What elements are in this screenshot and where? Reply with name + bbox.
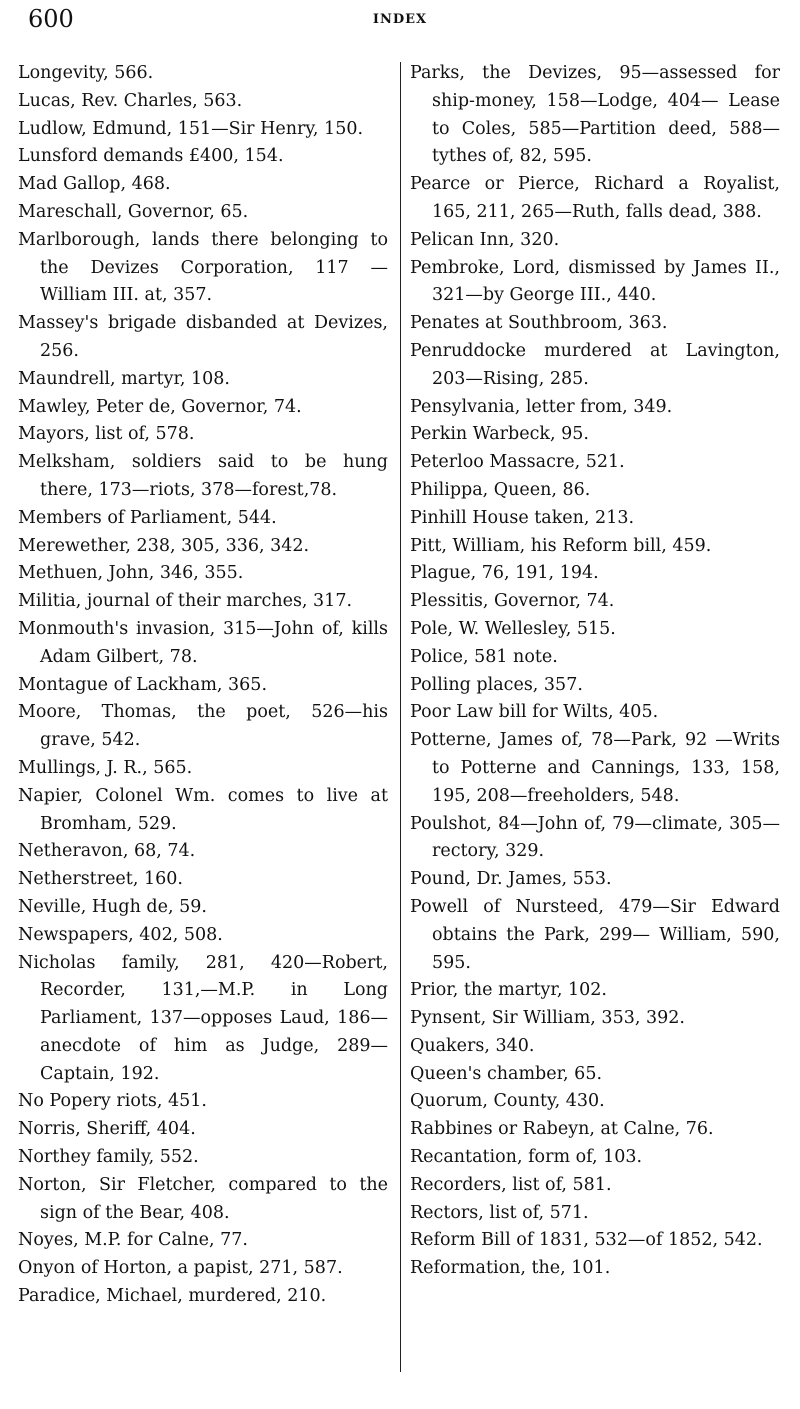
index-entry: Pynsent, Sir William, 353, 392.: [410, 1008, 685, 1029]
index-entry: Potterne, James of, 78—Park, 92 —Writs to Potterne and Cannings, 133, 158, 195, 208—freeholders, 548.: [410, 730, 780, 806]
index-entry: Merewether, 238, 305, 336, 342.: [18, 535, 310, 556]
index-column-right: [410, 60, 780, 1283]
index-entry: Netherstreet, 160.: [18, 869, 183, 890]
index-entry: Mad Gallop, 468.: [18, 174, 171, 195]
index-entry: Lunsford demands £400, 154.: [18, 146, 284, 167]
index-entry: Plague, 76, 191, 194.: [410, 563, 599, 584]
index-entry: Poulshot, 84—John of, 79—climate, 305—rectory, 329.: [410, 813, 780, 862]
index-entry: Northey family, 552.: [18, 1147, 199, 1168]
index-entry: Pound, Dr. James, 553.: [410, 869, 612, 890]
index-entry: Newspapers, 402, 508.: [18, 924, 223, 945]
index-entry: Longevity, 566.: [18, 63, 154, 83]
index-entry: Quakers, 340.: [410, 1035, 535, 1056]
index-entry: Prior, the martyr, 102.: [410, 980, 607, 1001]
index-entry: Pearce or Pierce, Richard a Royalist, 165, 211, 265—Ruth, falls dead, 388.: [410, 174, 780, 222]
index-entry: Rectors, list of, 571.: [410, 1202, 589, 1223]
index-entry: Reform Bill of 1831, 532—of 1852, 542.: [410, 1230, 763, 1251]
index-entry: Pensylvania, letter from, 349.: [410, 396, 673, 417]
index-entry: Pinhill House taken, 213.: [410, 507, 635, 528]
index-entry: Pitt, William, his Reform bill, 459.: [410, 535, 712, 556]
index-entry: Queen's chamber, 65.: [410, 1063, 603, 1084]
index-entry: Members of Parliament, 544.: [18, 507, 277, 528]
index-entry: Marlborough, lands there belonging to the Devizes Corporation, 117 —William III. at, 357.: [18, 229, 388, 306]
index-entry: Parks, the Devizes, 95—assessed for ship-money, 158—Lodge, 404— Lease to Coles, 585—Partition deed, 588—tythes of, 82, 595.: [410, 63, 780, 167]
index-entry: Monmouth's invasion, 315—John of, kills Adam Gilbert, 78.: [18, 618, 388, 667]
index-entry: Police, 581 note.: [410, 646, 558, 667]
index-entry: Mawley, Peter de, Governor, 74.: [18, 396, 302, 417]
index-entry: Militia, journal of their marches, 317.: [18, 591, 353, 612]
index-entry: Neville, Hugh de, 59.: [18, 896, 207, 917]
index-entry: Norris, Sheriff, 404.: [18, 1119, 196, 1140]
index-entry: Norton, Sir Fletcher, compared to the sign of the Bear, 408.: [18, 1174, 388, 1223]
index-entry: Perkin Warbeck, 95.: [410, 424, 589, 445]
index-entry: Paradice, Michael, murdered, 210.: [18, 1286, 327, 1307]
index-entry: Noyes, M.P. for Calne, 77.: [18, 1230, 248, 1251]
index-entry: Powell of Nursteed, 479—Sir Edward obtains the Park, 299— William, 590, 595.: [410, 896, 780, 973]
index-entry: Rabbines or Rabeyn, at Calne, 76.: [410, 1119, 714, 1140]
index-entry: Philippa, Queen, 86.: [410, 479, 591, 500]
index-entry: Nicholas family, 281, 420—Robert, Recorder, 131,—M.P. in Long Parliament, 137—opposes Laud, 186—anecdote of him as Judge, 289—Captain, 192.: [18, 952, 388, 1084]
index-entry: Mullings, J. R., 565.: [18, 757, 193, 778]
index-entry: Massey's brigade disbanded at Devizes, 256.: [18, 313, 388, 361]
index-entry: Maundrell, martyr, 108.: [18, 368, 230, 389]
index-entry: Montague of Lackham, 365.: [18, 674, 268, 695]
index-entry: Pembroke, Lord, dismissed by James II., 321—by George III., 440.: [410, 257, 780, 306]
index-entry: Recorders, list of, 581.: [410, 1174, 612, 1195]
index-entry: Peterloo Massacre, 521.: [410, 452, 625, 473]
index-entry: Melksham, soldiers said to be hung there, 173—riots, 378—forest,78.: [18, 452, 388, 500]
index-entry: Recantation, form of, 103.: [410, 1147, 643, 1168]
index-column-left: [18, 60, 388, 1311]
index-entry: Penates at Southbroom, 363.: [410, 313, 668, 334]
index-entry: Moore, Thomas, the poet, 526—his grave, 542.: [18, 702, 388, 751]
index-entry: Quorum, County, 430.: [410, 1091, 605, 1112]
index-entry: No Popery riots, 451.: [18, 1091, 207, 1112]
index-entry: Pole, W. Wellesley, 515.: [410, 618, 616, 639]
column-divider: [400, 62, 401, 1372]
index-entry: Reformation, the, 101.: [410, 1258, 611, 1279]
index-entry: Ludlow, Edmund, 151—Sir Henry, 150.: [18, 118, 364, 139]
page-number: 600: [28, 5, 74, 33]
index-entry: Poor Law bill for Wilts, 405.: [410, 702, 659, 723]
index-entry: Plessitis, Governor, 74.: [410, 591, 615, 612]
index-entry: Methuen, John, 346, 355.: [18, 563, 244, 584]
index-entry: Napier, Colonel Wm. comes to live at Bromham, 529.: [18, 785, 388, 834]
running-head: INDEX: [372, 12, 428, 27]
index-entry: Onyon of Horton, a papist, 271, 587.: [18, 1258, 343, 1279]
index-entry: Pelican Inn, 320.: [410, 229, 560, 250]
index-entry: Polling places, 357.: [410, 674, 583, 695]
index-entry: Lucas, Rev. Charles, 563.: [18, 90, 243, 111]
index-entry: Mayors, list of, 578.: [18, 424, 195, 445]
index-entry: Mareschall, Governor, 65.: [18, 201, 249, 222]
index-entry: Netheravon, 68, 74.: [18, 841, 196, 862]
index-entry: Penruddocke murdered at Lavington, 203—Rising, 285.: [410, 340, 780, 389]
